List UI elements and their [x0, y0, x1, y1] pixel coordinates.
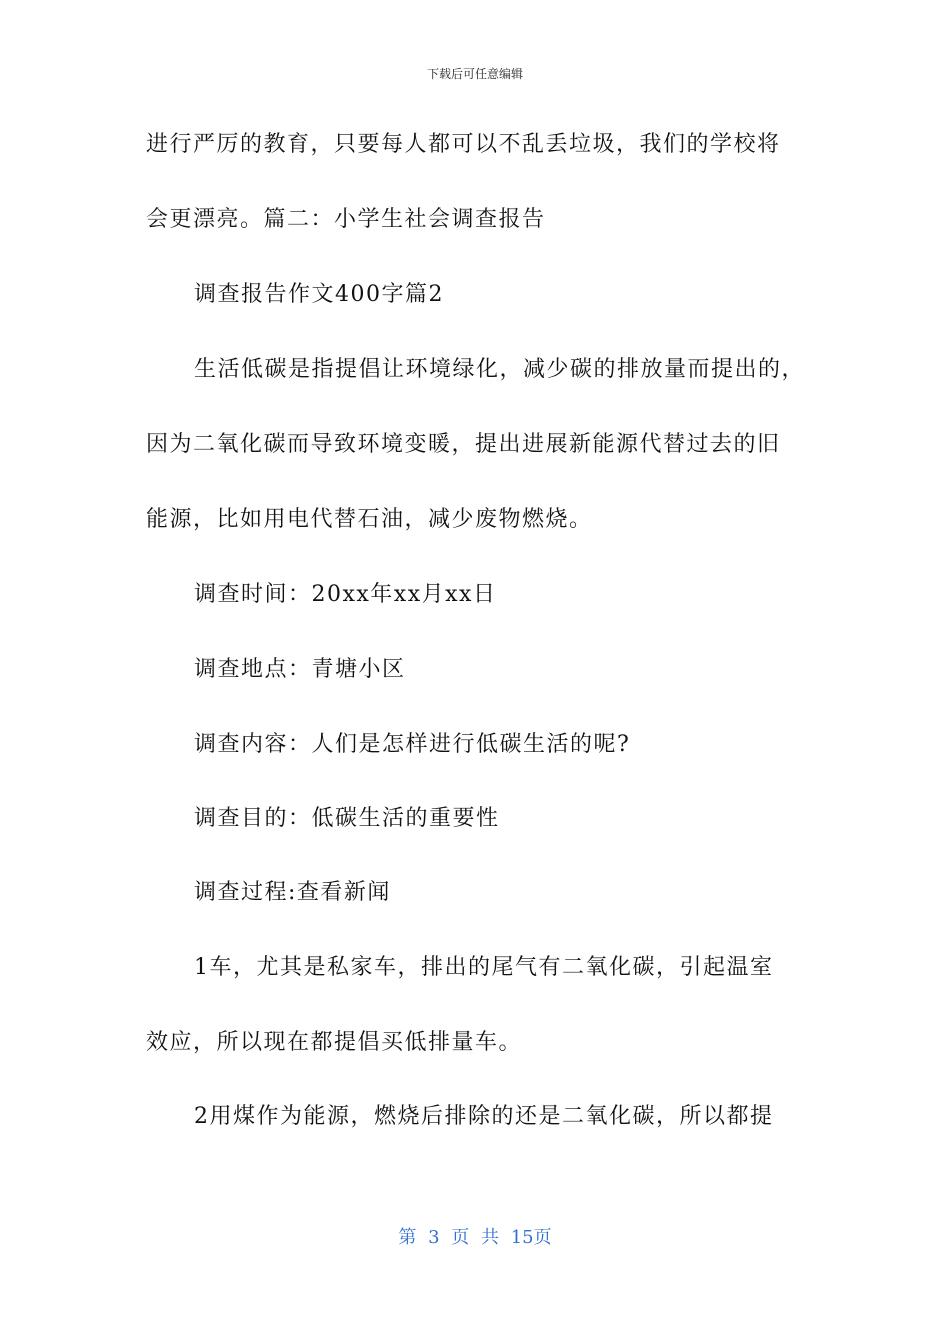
text-line: 调查报告作文400字篇2	[194, 282, 444, 307]
text-line: 1车，尤其是私家车，排出的尾气有二氧化碳，引起温室	[194, 955, 774, 980]
text-line: 进行严厉的教育，只要每人都可以不乱丢垃圾，我们的学校将	[146, 132, 781, 157]
text-line: 调查时间：20xx年xx月xx日	[194, 582, 497, 607]
text-line: 调查内容：人们是怎样进行低碳生活的呢?	[194, 732, 631, 757]
text-line: 会更漂亮。篇二：小学生社会调查报告	[146, 207, 546, 232]
page-number: 第 3 页 共 15页	[398, 1227, 552, 1248]
text-line: 因为二氧化碳而导致环境变暖，提出进展新能源代替过去的旧	[146, 432, 781, 457]
text-line: 调查过程:查看新闻	[194, 880, 391, 905]
page-header: 下载后可任意编辑	[426, 67, 523, 81]
text-line: 2用煤作为能源，燃烧后排除的还是二氧化碳，所以都提	[194, 1104, 774, 1129]
text-line: 调查目的：低碳生活的重要性	[194, 806, 500, 831]
text-line: 生活低碳是指提倡让环境绿化，减少碳的排放量而提出的，	[194, 357, 806, 382]
text-line: 调查地点：青塘小区	[194, 657, 406, 682]
text-line: 能源，比如用电代替石油，减少废物燃烧。	[146, 507, 593, 532]
text-line: 效应，所以现在都提倡买低排量车。	[146, 1030, 523, 1055]
